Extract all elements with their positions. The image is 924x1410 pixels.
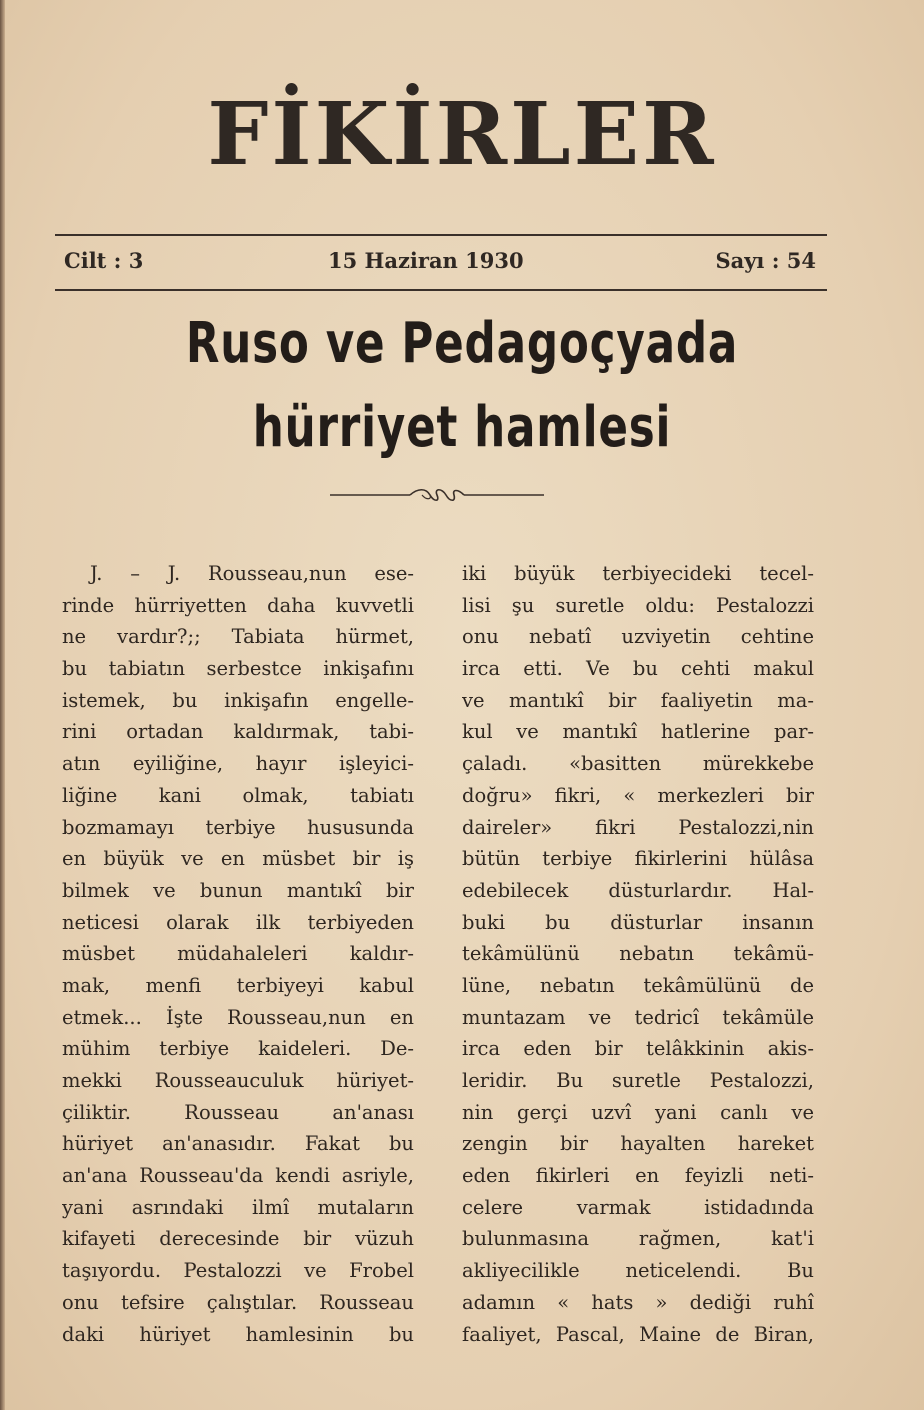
text-line: adamın « hats » dediği ruhî bbox=[462, 1290, 814, 1314]
text-line: onu tefsire çalıştılar. Rousseau bbox=[62, 1290, 414, 1314]
text-line: zengin bir hayalten hareket bbox=[462, 1132, 814, 1156]
magazine-title: FİKİRLER bbox=[207, 84, 717, 185]
text-line: edebilecek düsturlardır. Hal- bbox=[462, 878, 814, 902]
article-left-column bbox=[62, 558, 414, 1350]
text-line: J. – J. Rousseau,nun ese- bbox=[90, 562, 414, 585]
text-line: daireler» fikri Pestalozzi,nin bbox=[462, 815, 814, 839]
text-line: hüriyet an'anasıdır. Fakat bu bbox=[62, 1132, 414, 1156]
text-line: taşıyordu. Pestalozzi ve Frobel bbox=[62, 1259, 414, 1283]
ornament-divider-icon bbox=[330, 484, 544, 506]
text-line: ne vardır?;; Tabiata hürmet, bbox=[62, 625, 414, 649]
text-line: liğine kani olmak, tabiatı bbox=[62, 783, 414, 807]
text-line: bulunmasına rağmen, kat'i bbox=[462, 1227, 814, 1251]
article-title-line-1: Ruso ve Pedagoçyada bbox=[185, 311, 739, 376]
text-line: neticesi olarak ilk terbiyeden bbox=[62, 910, 414, 934]
text-line: rinde hürriyetten daha kuvvetli bbox=[62, 593, 414, 617]
text-line: ve mantıkî bir faaliyetin ma- bbox=[462, 688, 814, 712]
text-line: lisi şu suretle oldu: Pestalozzi bbox=[462, 593, 814, 617]
text-line: onu nebatî uzviyetin cehtine bbox=[462, 625, 814, 649]
text-line: bütün terbiye fikirlerini hülâsa bbox=[462, 847, 814, 871]
masthead-bottom-rule bbox=[55, 289, 827, 291]
text-line: istemek, bu inkişafın engelle- bbox=[62, 688, 414, 712]
text-line: atın eyiliğine, hayır işleyici- bbox=[62, 752, 414, 776]
text-line: doğru» fikri, « merkezleri bir bbox=[462, 783, 814, 807]
text-line: müsbet müdahaleleri kaldır- bbox=[62, 942, 414, 966]
text-line: yani asrındaki ilmî mutaların bbox=[62, 1195, 414, 1219]
text-line: an'ana Rousseau'da kendi asriyle, bbox=[62, 1164, 414, 1188]
text-line: leridir. Bu suretle Pestalozzi, bbox=[462, 1069, 814, 1092]
text-line: bozmamayı terbiye hususunda bbox=[62, 815, 414, 839]
text-line: bilmek ve bunun mantıkî bir bbox=[62, 878, 414, 902]
text-line: lüne, nebatın tekâmülünü de bbox=[462, 973, 814, 997]
text-line: mak, menfi terbiyeyi kabul bbox=[62, 973, 414, 997]
volume-label: Cilt : 3 bbox=[64, 248, 144, 273]
text-line: iki büyük terbiyecideki tecel- bbox=[462, 562, 814, 585]
page-spine-edge bbox=[0, 0, 5, 1410]
text-line: celere varmak istidadında bbox=[462, 1195, 814, 1219]
article-right-column bbox=[462, 558, 814, 1350]
text-line: daki hüriyet hamlesinin bu bbox=[62, 1322, 414, 1346]
text-line: nin gerçi uzvî yani canlı ve bbox=[462, 1100, 814, 1124]
text-line: mekki Rousseauculuk hüriyet- bbox=[62, 1069, 414, 1092]
text-line: rini ortadan kaldırmak, tabi- bbox=[62, 720, 414, 744]
text-line: etmek... İşte Rousseau,nun en bbox=[62, 1005, 414, 1029]
text-line: mühim terbiye kaideleri. De- bbox=[62, 1037, 414, 1061]
text-line: en büyük ve en müsbet bir iş bbox=[62, 847, 414, 871]
text-line: faaliyet, Pascal, Maine de Biran, bbox=[462, 1322, 814, 1346]
article-title-line-2: hürriyet hamlesi bbox=[252, 395, 672, 460]
masthead-top-rule bbox=[55, 234, 827, 236]
text-line: kifayeti derecesinde bir vüzuh bbox=[62, 1227, 414, 1251]
text-line: irca eden bir telâkkinin akis- bbox=[462, 1037, 814, 1061]
text-line: çiliktir. Rousseau an'anası bbox=[62, 1100, 414, 1124]
text-line: muntazam ve tedricî tekâmüle bbox=[462, 1005, 814, 1029]
text-line: eden fikirleri en feyizli neti- bbox=[462, 1164, 814, 1188]
text-line: çaladı. «basitten mürekkebe bbox=[462, 752, 814, 776]
text-line: buki bu düsturlar insanın bbox=[462, 910, 814, 934]
issue-date: 15 Haziran 1930 bbox=[328, 248, 524, 273]
text-line: tekâmülünü nebatın tekâmü- bbox=[462, 942, 814, 966]
text-line: kul ve mantıkî hatlerine par- bbox=[462, 720, 814, 744]
issue-number: Sayı : 54 bbox=[715, 248, 816, 273]
text-line: irca etti. Ve bu cehti makul bbox=[462, 657, 814, 681]
text-line: akliyecilikle neticelendi. Bu bbox=[462, 1259, 814, 1283]
issue-info-line bbox=[64, 248, 816, 278]
text-line: bu tabiatın serbestce inkişafını bbox=[62, 657, 414, 681]
